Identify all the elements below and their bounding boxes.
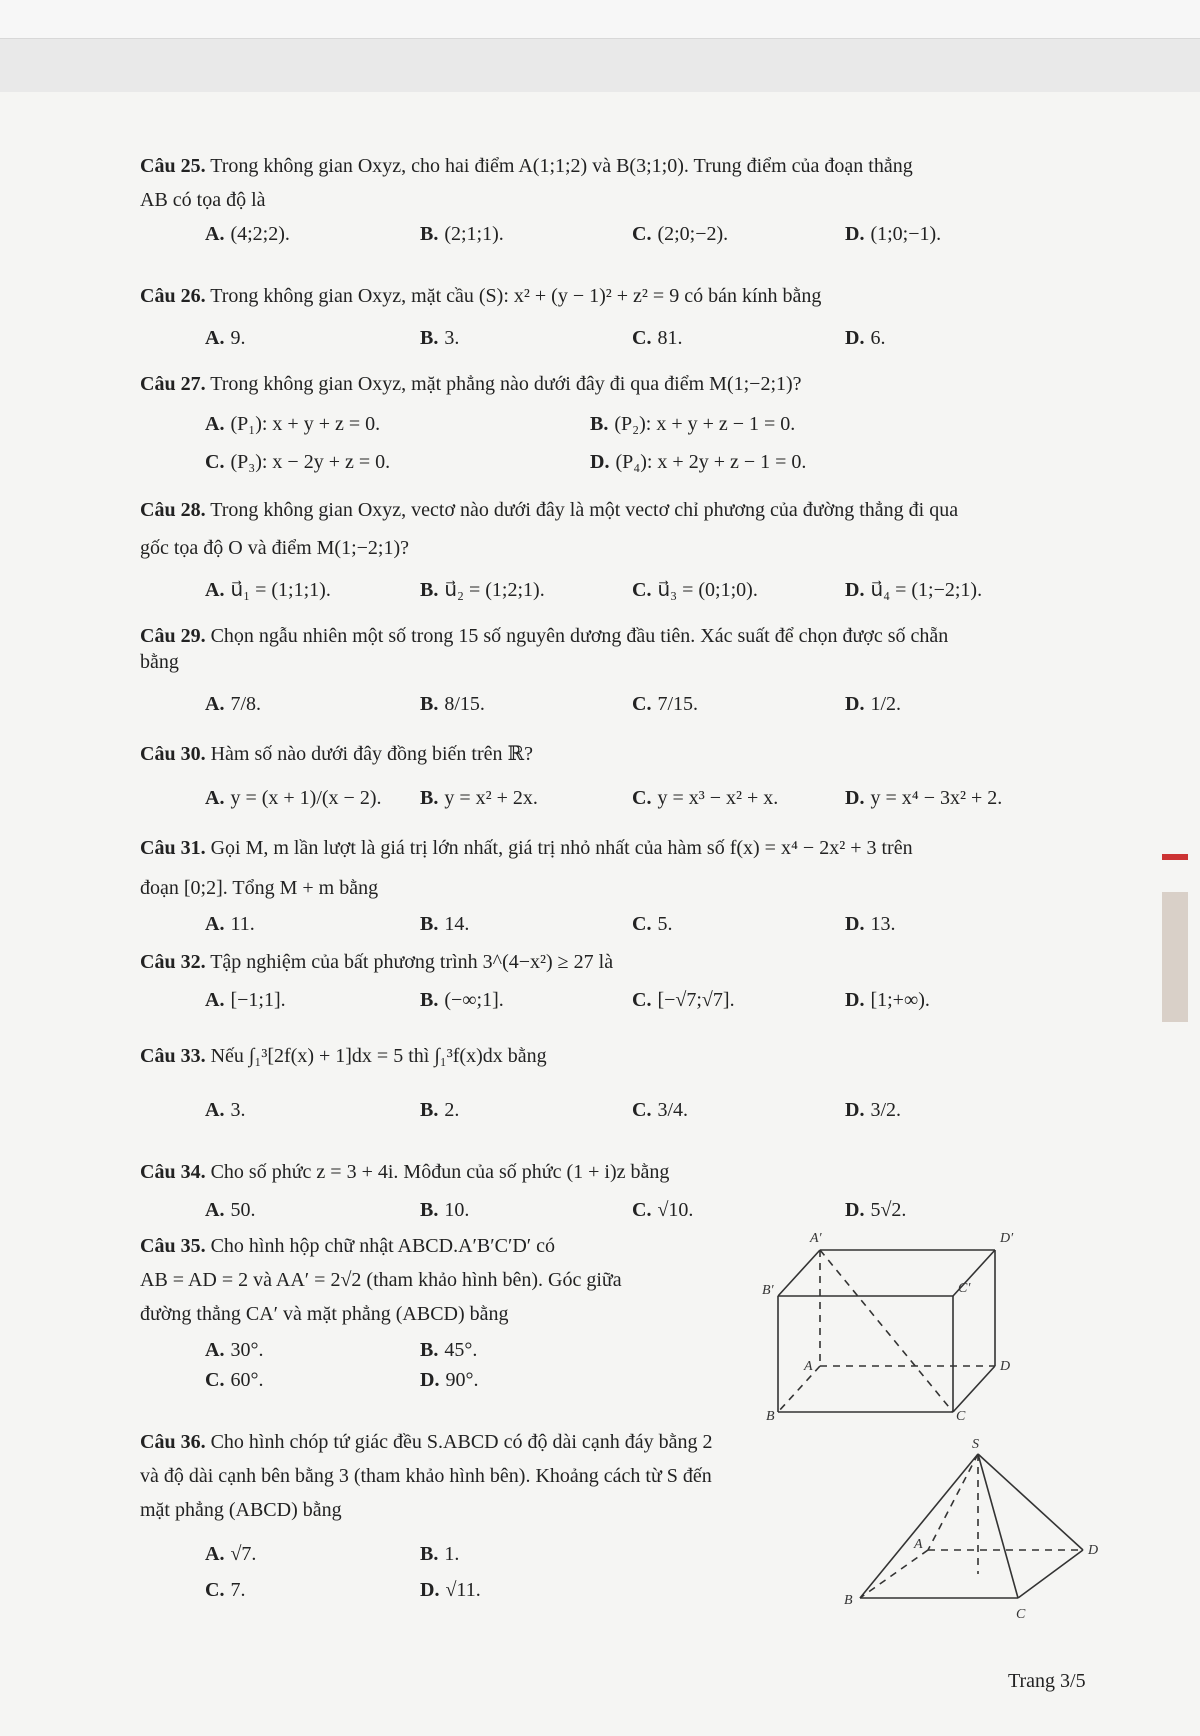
q28-option-a: A. u⃗₁ = (1;1;1). <box>205 579 331 601</box>
q25-option-a: A. (4;2;2). <box>205 223 290 245</box>
question-28: Câu 28. Trong không gian Oxyz, vectơ nào dưới đây là một vectơ chỉ phương của đường thẳng đi qua <box>140 499 959 521</box>
q32-option-d: D. [1;+∞). <box>845 989 930 1011</box>
q33-option-d: D. 3/2. <box>845 1099 902 1121</box>
cuboid-label-c: C <box>956 1409 966 1422</box>
question-30: Câu 30. Hàm số nào dưới đây đồng biến trên ℝ? <box>140 743 533 765</box>
q26-option-d: D. 6. <box>845 327 886 349</box>
q35-option-c: C. 60°. <box>205 1369 264 1391</box>
q30-option-b: B. y = x² + 2x. <box>420 787 538 809</box>
q30-option-c: C. y = x³ − x² + x. <box>632 787 779 809</box>
pyramid-label-a: A <box>914 1537 923 1552</box>
cuboid-label-c-prime: C′ <box>958 1281 971 1296</box>
q34-option-c: C. √10. <box>632 1199 694 1221</box>
q35-option-d: D. 90°. <box>420 1369 479 1391</box>
q27-option-c: C. (P₃): x − 2y + z = 0. <box>205 451 391 473</box>
q29-option-d: D. 1/2. <box>845 693 902 715</box>
question-35-line3: đường thẳng CA′ và mặt phẳng (ABCD) bằng <box>140 1303 509 1325</box>
pyramid-figure <box>840 1432 1110 1632</box>
q25-option-c: C. (2;0;−2). <box>632 223 729 245</box>
question-25: Câu 25. Trong không gian Oxyz, cho hai điểm A(1;1;2) và B(3;1;0). Trung điểm của đoạn thẳng <box>140 155 913 177</box>
q34-option-b: B. 10. <box>420 1199 470 1221</box>
q27-option-a: A. (P₁): x + y + z = 0. <box>205 413 381 435</box>
cuboid-label-a-prime: A′ <box>810 1231 822 1246</box>
page-number: Trang 3/5 <box>1008 1670 1086 1692</box>
q33-option-c: C. 3/4. <box>632 1099 689 1121</box>
q29-option-c: C. 7/15. <box>632 693 699 715</box>
q31-option-b: B. 14. <box>420 913 470 935</box>
question-29: Câu 29. Chọn ngẫu nhiên một số trong 15 số nguyên dương đầu tiên. Xác suất để chọn được số chẵn <box>140 625 949 647</box>
q28-option-d: D. u⃗₄ = (1;−2;1). <box>845 579 983 601</box>
question-25-line2: AB có tọa độ là <box>140 189 266 211</box>
question-34: Câu 34. Cho số phức z = 3 + 4i. Môđun của số phức (1 + i)z bằng <box>140 1161 670 1183</box>
viewer-top-bar <box>0 0 1200 39</box>
question-35-line2: AB = AD = 2 và AA′ = 2√2 (tham khảo hình bên). Góc giữa <box>140 1269 622 1291</box>
q34-option-a: A. 50. <box>205 1199 256 1221</box>
question-32: Câu 32. Tập nghiệm của bất phương trình 3^(4−x²) ≥ 27 là <box>140 951 614 973</box>
q31-option-c: C. 5. <box>632 913 673 935</box>
q29-option-b: B. 8/15. <box>420 693 485 715</box>
pyramid-label-s: S <box>972 1437 979 1452</box>
question-26: Câu 26. Trong không gian Oxyz, mặt cầu (S): x² + (y − 1)² + z² = 9 có bán kính bằng <box>140 285 822 307</box>
q26-option-c: C. 81. <box>632 327 683 349</box>
q30-option-d: D. y = x⁴ − 3x² + 2. <box>845 787 1003 809</box>
q36-option-a: A. √7. <box>205 1543 257 1565</box>
q32-option-b: B. (−∞;1]. <box>420 989 504 1011</box>
question-31-line2: đoạn [0;2]. Tổng M + m bằng <box>140 877 379 899</box>
pyramid-label-d: D <box>1088 1543 1099 1558</box>
q27-option-b: B. (P₂): x + y + z − 1 = 0. <box>590 413 796 435</box>
q25-option-b: B. (2;1;1). <box>420 223 504 245</box>
q35-option-b: B. 45°. <box>420 1339 478 1361</box>
q28-option-b: B. u⃗₂ = (1;2;1). <box>420 579 545 601</box>
q31-option-a: A. 11. <box>205 913 255 935</box>
q32-option-c: C. [−√7;√7]. <box>632 989 735 1011</box>
question-36-line3: mặt phẳng (ABCD) bằng <box>140 1499 342 1521</box>
edge-mark <box>1162 854 1188 860</box>
edge-strip <box>1162 892 1188 1022</box>
question-28-line2: gốc tọa độ O và điểm M(1;−2;1)? <box>140 537 409 559</box>
q32-option-a: A. [−1;1]. <box>205 989 286 1011</box>
question-36-line2: và độ dài cạnh bên bằng 3 (tham khảo hình bên). Khoảng cách từ S đến <box>140 1465 712 1487</box>
q25-option-d: D. (1;0;−1). <box>845 223 942 245</box>
q26-option-a: A. 9. <box>205 327 246 349</box>
question-27: Câu 27. Trong không gian Oxyz, mặt phẳng nào dưới đây đi qua điểm M(1;−2;1)? <box>140 373 802 395</box>
q35-option-a: A. 30°. <box>205 1339 264 1361</box>
q34-option-d: D. 5√2. <box>845 1199 907 1221</box>
question-29-line2: bằng <box>140 651 179 673</box>
q30-option-a: A. y = (x + 1)/(x − 2). <box>205 787 382 809</box>
q31-option-d: D. 13. <box>845 913 896 935</box>
cuboid-label-d: D <box>1000 1359 1011 1374</box>
cuboid-figure <box>760 1222 1030 1422</box>
q29-option-a: A. 7/8. <box>205 693 262 715</box>
exam-page <box>0 92 1200 1736</box>
question-31: Câu 31. Gọi M, m lần lượt là giá trị lớn nhất, giá trị nhỏ nhất của hàm số f(x) = x⁴ − 2x² + 3 trên <box>140 837 913 859</box>
question-36: Câu 36. Cho hình chóp tứ giác đều S.ABCD có độ dài cạnh đáy bằng 2 <box>140 1431 713 1453</box>
q28-option-c: C. u⃗₃ = (0;1;0). <box>632 579 758 601</box>
q27-option-d: D. (P₄): x + 2y + z − 1 = 0. <box>590 451 807 473</box>
pyramid-label-b: B <box>844 1593 853 1608</box>
cuboid-label-a: A <box>804 1359 813 1374</box>
cuboid-label-b: B <box>766 1409 775 1422</box>
cuboid-label-b-prime: B′ <box>762 1283 774 1298</box>
q36-option-b: B. 1. <box>420 1543 460 1565</box>
question-35: Câu 35. Cho hình hộp chữ nhật ABCD.A′B′C′D′ có <box>140 1235 556 1257</box>
q36-option-c: C. 7. <box>205 1579 246 1601</box>
pyramid-label-c: C <box>1016 1607 1026 1622</box>
cuboid-label-d-prime: D′ <box>1000 1231 1014 1246</box>
q36-option-d: D. √11. <box>420 1579 481 1601</box>
q33-option-a: A. 3. <box>205 1099 246 1121</box>
question-33: Câu 33. Nếu ∫₁³[2f(x) + 1]dx = 5 thì ∫₁³f(x)dx bằng <box>140 1045 547 1067</box>
q26-option-b: B. 3. <box>420 327 460 349</box>
q33-option-b: B. 2. <box>420 1099 460 1121</box>
